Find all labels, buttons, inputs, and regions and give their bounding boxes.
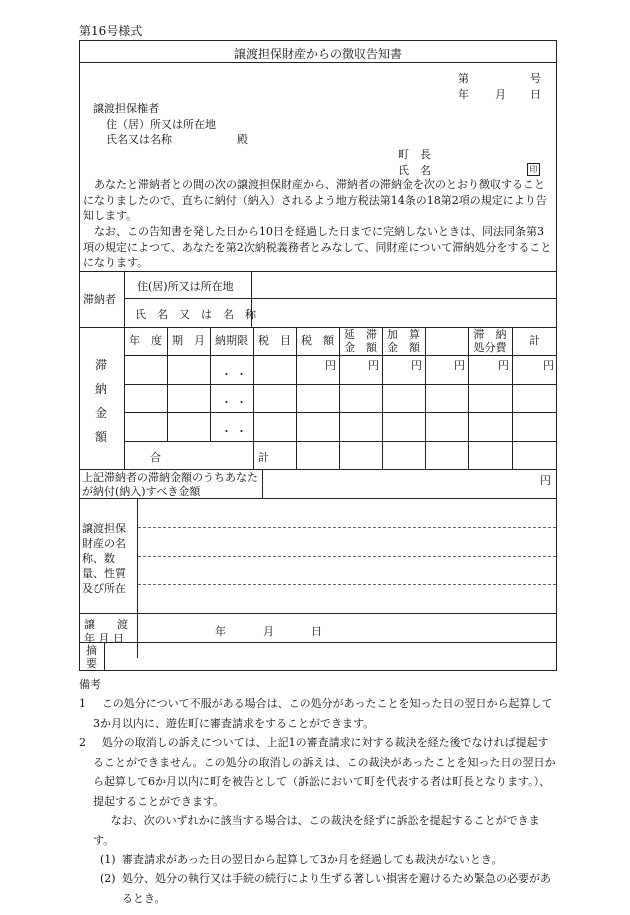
addressee-label: 譲渡担保権者 xyxy=(93,102,159,115)
unit-late-fee: 円 xyxy=(368,359,379,372)
divider xyxy=(124,271,125,327)
dashed-line xyxy=(138,584,556,585)
divider xyxy=(79,62,557,63)
header-total: 計 xyxy=(529,334,540,347)
unit-additional-tax: 円 xyxy=(411,359,422,372)
unit-tax-amount: 円 xyxy=(325,359,336,372)
notes-title: 備考 xyxy=(79,678,101,691)
divider xyxy=(79,469,557,470)
issuer-title: 町 長 xyxy=(398,148,431,161)
due-date-dots: ・・ xyxy=(221,368,251,381)
addressee-address-label: 住（居）所又は所在地 xyxy=(106,118,216,131)
divider xyxy=(262,469,263,498)
header-tax-item: 税 目 xyxy=(258,334,291,347)
header-tax-amount: 税 額 xyxy=(301,334,334,347)
divider xyxy=(79,271,557,272)
delinquent-name-label: 氏 名 又 は 名 称 xyxy=(135,308,256,321)
divider xyxy=(296,327,297,469)
delinquent-address-label: 住(居)所又は所在地 xyxy=(137,280,234,293)
note-sub-1-text: 審査請求があった日の翌日から起算して3か月を経過しても裁決がないとき。 xyxy=(122,853,503,866)
note-1-number: 1 xyxy=(79,697,86,710)
divider xyxy=(79,498,557,499)
doc-number-prefix: 第 xyxy=(458,72,469,85)
header-additional-tax: 加 算 金 額 xyxy=(387,328,420,354)
divider xyxy=(425,327,426,469)
note-sub-2-text: 処分、処分の執行又は手続の続行により生ずる著しい損害を避けるため緊急の必要があるとき。 xyxy=(122,872,551,905)
unit-disposition-cost: 円 xyxy=(498,359,509,372)
transfer-date-label-2: 年 月 日 xyxy=(84,632,124,645)
side-char-1: 滞 xyxy=(95,358,108,372)
property-label: 譲渡担保財産の名称、数量、性質及び所在 xyxy=(82,522,126,595)
transfer-date-month: 月 xyxy=(263,625,274,638)
header-disposition-cost: 滞 納 処分費 xyxy=(473,328,507,354)
due-date-dots: ・・ xyxy=(221,425,251,438)
form-number: 第16号様式 xyxy=(79,24,143,38)
divider xyxy=(124,441,557,442)
body-paragraph-2: なお、この告知書を発した日から10日を経過した日までに完納しないときは、同法同条第3項の規定によつて、あなたを第2次納税義務者とみなして、同財産について滞納処分をすることになります。 xyxy=(83,225,552,269)
due-date-dots: ・・ xyxy=(221,396,251,409)
divider xyxy=(124,355,557,356)
side-char-3: 金 xyxy=(95,406,108,420)
total-label-right: 計 xyxy=(258,451,269,464)
divider xyxy=(104,642,105,671)
seal-mark: 印 xyxy=(527,163,540,176)
dashed-line xyxy=(138,527,556,528)
divider xyxy=(512,327,513,469)
note-sub-2-number: (2) xyxy=(100,872,116,885)
header-year: 年 度 xyxy=(129,334,162,347)
divider xyxy=(124,298,557,299)
header-late-fee: 延 滞 金 額 xyxy=(344,328,377,354)
transfer-date-day: 日 xyxy=(311,625,322,638)
transfer-date-label-1: 譲 渡 xyxy=(84,618,128,631)
divider xyxy=(124,412,557,413)
doc-number-suffix: 号 xyxy=(530,72,541,85)
note-2-text: 処分の取消しの訴えについては、上記1の審査請求に対する裁決を経た後でなければ提起することができません。この処分の取消しの訴えは、この裁決があったことを知った日の翌日から起算して6か月以内に町を被告として（訴訟において町を代表する者は町長となります。）、提起することができます。 xyxy=(93,736,556,808)
side-char-4: 額 xyxy=(95,430,108,444)
divider xyxy=(253,327,254,469)
date-year: 年 xyxy=(458,88,469,101)
body-paragraph-1: あなたと滞納者との間の次の譲渡担保財産から、滞納者の滞納金を次のとおり徴収することになりましたので、直ちに納付（納入）されるよう地方税法第14条の18第2項の規定により告知します。 xyxy=(83,178,547,222)
divider xyxy=(79,642,557,643)
divider xyxy=(124,327,125,469)
amount-due-label: 上記滞納者の滞納金額のうちあなたが納付(納入)すべき金額 xyxy=(82,471,258,498)
note-1-text: この処分について不服がある場合は、この処分があったことを知った日の翌日から起算して3か月以内に、遊佐町に審査請求をすることができます。 xyxy=(93,697,553,730)
notes-extra: なお、次のいずれかに該当する場合は、この裁決を経ずに訴訟を提起することができます。 xyxy=(93,814,540,847)
dashed-line xyxy=(138,556,556,557)
delinquent-label: 滞納者 xyxy=(83,293,116,306)
total-label-left: 合 xyxy=(150,451,161,464)
unit-total: 円 xyxy=(543,359,554,372)
date-day: 日 xyxy=(530,88,541,101)
transfer-date-year: 年 xyxy=(215,625,226,638)
summary-label: 摘要 xyxy=(86,644,97,670)
issuer-name-label: 氏 名 xyxy=(398,164,431,177)
date-month: 月 xyxy=(495,88,506,101)
divider xyxy=(124,384,557,385)
note-2-number: 2 xyxy=(79,736,86,749)
unit-blank: 円 xyxy=(454,359,465,372)
header-due-date: 納期限 xyxy=(215,334,248,347)
addressee-honorific: 殿 xyxy=(237,133,248,146)
note-sub-1-number: (1) xyxy=(100,853,116,866)
divider xyxy=(137,498,138,658)
side-char-2: 納 xyxy=(95,382,108,396)
addressee-name-label: 氏名又は名称 xyxy=(106,133,172,146)
amount-due-unit: 円 xyxy=(540,474,551,487)
form-title: 譲渡担保財産からの徴収告知書 xyxy=(233,47,402,61)
header-period: 期 月 xyxy=(172,334,205,347)
divider xyxy=(79,613,557,614)
